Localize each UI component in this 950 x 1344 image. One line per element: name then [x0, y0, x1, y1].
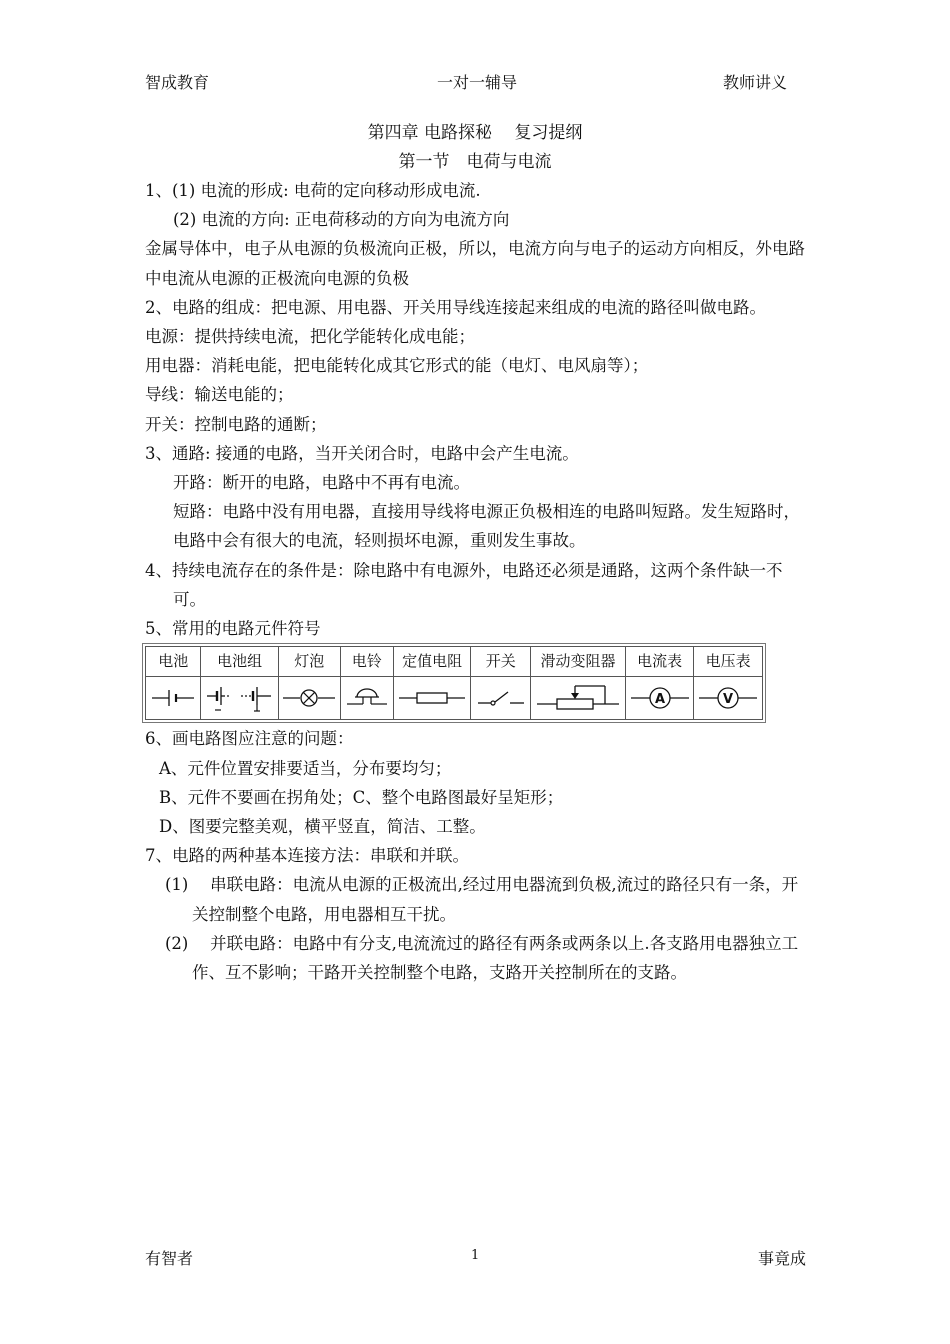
bell-symbol-cell: [340, 677, 393, 720]
line-15: A、元件位置安排要适当，分布要均匀；: [159, 758, 452, 778]
line-11: 短路：电路中没有用电器，直接用导线将电源正负极相连的电路叫短路。发生短路时，电路中会有很大的电流，轻则损坏电源，重则发生事故。: [173, 502, 800, 551]
chapter-title: 第四章 电路探秘 复习提纲: [367, 123, 583, 143]
page-number: 1: [471, 1248, 480, 1263]
line-3: 金属导体中，电子从电源的负极流向正极，所以，电流方向与电子的运动方向相反，外电路中电流从电源的正极流向电源的负极: [145, 239, 805, 288]
line-1: 1、(1) 电流的形成: 电荷的定向移动形成电流.: [145, 181, 481, 200]
battery-pack-symbol-icon: [205, 681, 275, 715]
footer-left: 有智者: [145, 1249, 194, 1268]
line-8: 开关：控制电路的通断；: [145, 414, 327, 434]
ammeter-letter: A: [654, 692, 665, 708]
symbol-names-row: [146, 647, 763, 677]
rheostat-symbol-cell: [531, 677, 626, 720]
line-14: 6、画电路图应注意的问题：: [145, 729, 354, 749]
line-17: D、图要完整美观，横平竖直，简洁、工整。: [159, 817, 486, 837]
ammeter-symbol-cell: [625, 677, 694, 720]
bulb-symbol-cell: [278, 677, 340, 720]
line-20: (2) 并联电路：电路中有分支,电流流过的路径有两条或两条以上.各支路用电器独立工作、互不影响；干路开关控制整个电路，支路开关控制所在的支路。: [165, 933, 799, 983]
battery-pack-symbol-cell: [201, 677, 278, 720]
symbol-name: 电流表: [625, 647, 694, 677]
line-4: 2、电路的组成：把电源、用电器、开关用导线连接起来组成的电流的路径叫做电路。: [145, 297, 766, 317]
section-title: 第一节 电荷与电流: [398, 152, 552, 172]
document-body: [145, 176, 810, 987]
line-18: 7、电路的两种基本连接方法：串联和并联。: [145, 846, 469, 866]
symbol-icons-row: [146, 677, 763, 720]
line-12: 4、持续电流存在的条件是：除电路中有电源外，电路还必须是通路，这两个条件缺一不可。: [145, 560, 783, 609]
symbol-name: 电压表: [694, 647, 763, 677]
header-right: 教师讲义: [723, 73, 788, 92]
symbol-name: 灯泡: [278, 647, 340, 677]
header-left: 智成教育: [145, 73, 210, 92]
line-5: 电源：提供持续电流，把化学能转化成电能；: [145, 327, 475, 347]
line-9: 3、通路: 接通的电路，当开关闭合时，电路中会产生电流。: [145, 443, 579, 463]
resistor-symbol-icon: [397, 683, 467, 713]
switch-symbol-cell: [471, 677, 531, 720]
symbol-table: [145, 646, 763, 720]
footer-right: 事竟成: [758, 1249, 807, 1268]
resistor-symbol-cell: [394, 677, 471, 720]
line-10: 开路：断开的电路，电路中不再有电流。: [173, 473, 470, 493]
symbol-name: 电铃: [340, 647, 393, 677]
symbol-name: 电池组: [201, 647, 278, 677]
line-19: (1) 串联电路：电流从电源的正极流出,经过用电器流到负极,流过的路径只有一条，开关控制整个电路，用电器相互干扰。: [165, 875, 799, 924]
line-6: 用电器：消耗电能，把电能转化成其它形式的能（电灯、电风扇等）；: [145, 356, 649, 376]
symbol-name: 滑动变阻器: [531, 647, 626, 677]
rheostat-symbol-icon: [535, 680, 621, 716]
switch-symbol-icon: [474, 683, 528, 713]
voltmeter-symbol-icon: [697, 683, 759, 713]
bulb-symbol-icon: [281, 683, 337, 713]
header-center: 一对一辅导: [437, 73, 518, 92]
voltmeter-symbol-cell: [694, 677, 763, 720]
symbol-name: 开关: [471, 647, 531, 677]
line-7: 导线：输送电能的；: [145, 385, 294, 405]
bell-symbol-icon: [343, 683, 391, 713]
ammeter-symbol-icon: [629, 683, 691, 713]
battery-symbol-icon: [148, 683, 198, 713]
symbol-name: 定值电阻: [394, 647, 471, 677]
voltmeter-letter: V: [723, 692, 734, 708]
symbol-name: 电池: [146, 647, 201, 677]
line-2: (2) 电流的方向: 正电荷移动的方向为电流方向: [173, 210, 510, 230]
line-13: 5、常用的电路元件符号: [145, 619, 321, 639]
line-16: B、元件不要画在拐角处；C、整个电路图最好呈矩形；: [159, 787, 564, 807]
battery-symbol-cell: [146, 677, 201, 720]
